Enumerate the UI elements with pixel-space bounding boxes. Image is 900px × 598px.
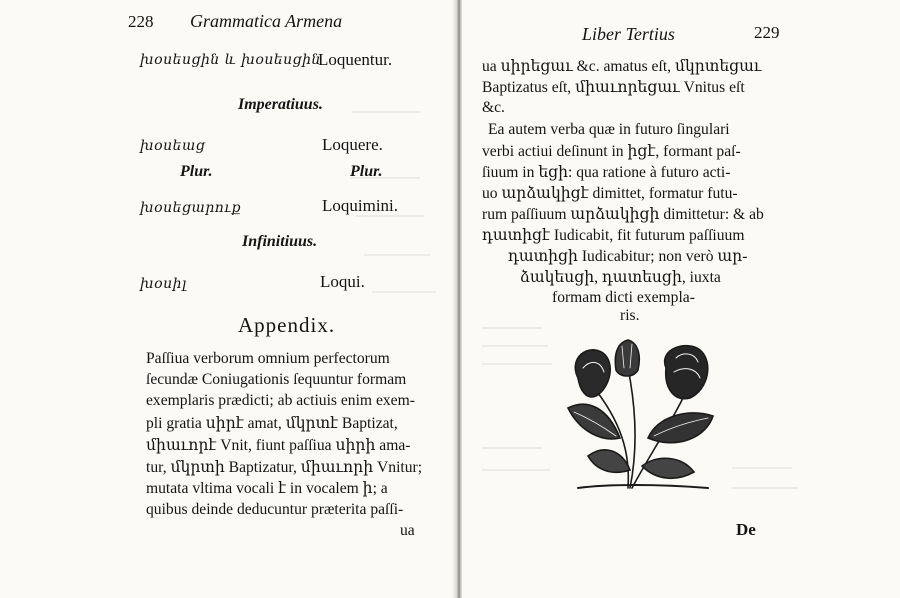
armenian-line: խօսեաց bbox=[140, 138, 206, 154]
catchword: De bbox=[736, 520, 756, 539]
appendix-line: Paſſiua verborum omnium perfectorum bbox=[146, 350, 390, 367]
armenian-line: խօսեցարուք bbox=[140, 200, 242, 216]
appendix-line: mutata vltima vocali է in vocalem ի; a bbox=[146, 480, 388, 497]
right-page bbox=[462, 0, 900, 598]
latin-line: Loquere. bbox=[322, 135, 383, 154]
appendix-line: միաւորէ Vnit, fiunt paſſiua սիրի ama- bbox=[146, 437, 411, 454]
latin-line: Loqui. bbox=[320, 272, 365, 291]
body-line: verbi actiui deſinunt in իցէ, formant paſ- bbox=[482, 143, 741, 160]
body-line: Ea autem verba quæ in futuro ſingulari bbox=[488, 121, 730, 138]
body-line: &c. bbox=[482, 99, 505, 116]
body-line: rum paſſiuum արձակիցի dimittetur: & ab bbox=[482, 206, 764, 223]
flower-woodcut-ornament bbox=[558, 338, 728, 498]
page-number-left: 228 bbox=[128, 12, 154, 31]
appendix-line: tur, մկրտի Baptizatur, միաւորի Vnitur; bbox=[146, 459, 423, 476]
page-number-right: 229 bbox=[754, 23, 780, 42]
section-heading: Infinitiuus. bbox=[242, 233, 318, 250]
armenian-line: խօսիլ bbox=[140, 276, 187, 292]
body-line: ձակեսցի, դատեսցի, iuxta bbox=[520, 269, 721, 286]
plural-label-left: Plur. bbox=[180, 163, 213, 180]
body-line: formam dicti exempla- bbox=[552, 289, 695, 306]
body-line: ſiuum in եցի: qua ratione à futuro acti- bbox=[482, 164, 731, 181]
armenian-line: խօսեսցին և խօսեսցին bbox=[140, 52, 321, 68]
latin-line: Loquimini. bbox=[322, 196, 399, 215]
running-head-left: Grammatica Armena bbox=[190, 11, 343, 31]
appendix-title: Appendix. bbox=[238, 313, 336, 337]
appendix-line: ſecundæ Coniugationis ſequuntur formam bbox=[146, 371, 407, 388]
body-line: դատիցէ Iudicabit, fit futurum paſſiuum bbox=[482, 227, 745, 244]
appendix-line: quibus deinde deducuntur præterita paſſi- bbox=[146, 501, 404, 518]
appendix-line: pli gratia սիրէ amat, մկրտէ Baptizat, bbox=[146, 415, 398, 432]
latin-line: Loquentur. bbox=[318, 50, 393, 69]
plural-label-right: Plur. bbox=[350, 163, 383, 180]
running-head-right: Liber Tertius bbox=[582, 24, 675, 44]
section-heading: Imperatiuus. bbox=[238, 96, 323, 113]
body-line: ris. bbox=[620, 307, 640, 324]
body-line: Baptizatus eſt, միաւորեցաւ Vnitus eſt bbox=[482, 79, 745, 96]
body-line: ua սիրեցաւ &c. amatus eſt, մկրտեցաւ bbox=[482, 58, 762, 75]
body-line: uo արձակիցէ dimittet, formatur futu- bbox=[482, 185, 738, 202]
appendix-line: ua bbox=[400, 522, 415, 539]
body-line: դատիցի Iudicabitur; non verò ար- bbox=[508, 248, 748, 265]
appendix-line: exemplaris prædicti; ab actiuis enim exem- bbox=[146, 392, 415, 409]
